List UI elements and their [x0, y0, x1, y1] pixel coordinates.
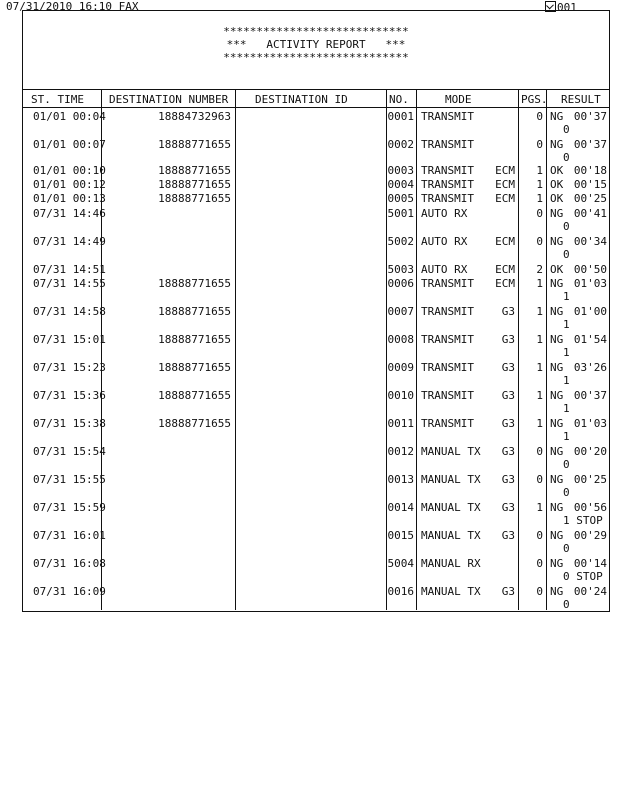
pgs-cell: 0 — [536, 529, 543, 542]
ecm-cell: ECM — [495, 263, 515, 276]
pgs-cell: 1 — [536, 389, 543, 402]
st-time-cell: 07/31 14:49 — [33, 235, 106, 248]
table-row — [23, 178, 609, 191]
st-time-cell: 01/01 00:12 — [33, 178, 106, 191]
st-time-cell: 07/31 15:23 — [33, 361, 106, 374]
col-header-no: NO. — [389, 93, 409, 106]
destination-number-cell: 18888771655 — [158, 164, 231, 177]
pgs-cell: 0 — [536, 138, 543, 151]
pgs-cell: 1 — [536, 277, 543, 290]
col-header-destination-number: DESTINATION NUMBER — [109, 93, 229, 106]
ecm-cell: ECM — [495, 178, 515, 191]
report-title: *** ACTIVITY REPORT *** — [226, 38, 406, 51]
table-row — [23, 263, 609, 276]
ecm-cell: ECM — [495, 192, 515, 205]
st-time-cell: 07/31 15:59 — [33, 501, 106, 514]
pgs-cell: 0 — [536, 557, 543, 570]
table-row — [23, 445, 609, 471]
st-time-cell: 01/01 00:13 — [33, 192, 106, 205]
table-row — [23, 389, 609, 415]
destination-number-cell: 18888771655 — [158, 305, 231, 318]
destination-number-cell: 18888771655 — [158, 192, 231, 205]
ecm-cell: ECM — [495, 164, 515, 177]
table-row — [23, 361, 609, 387]
result-cell: NG — [550, 138, 564, 151]
ecm-cell: G3 — [501, 417, 515, 430]
result-subcode-cell: 0 — [563, 220, 570, 233]
pgs-cell: 0 — [536, 110, 543, 123]
no-cell: 0002 — [387, 138, 414, 151]
duration-cell: 00'37 — [573, 110, 607, 123]
duration-cell: 01'00 — [573, 305, 607, 318]
result-cell: NG — [550, 361, 564, 374]
mode-cell: TRANSMIT — [421, 417, 474, 430]
result-subcode-cell: 1 — [563, 402, 570, 415]
pgs-cell: 1 — [536, 178, 543, 191]
page-number-value: 001 — [557, 1, 577, 14]
duration-cell: 00'37 — [573, 389, 607, 402]
result-subcode-cell: 0 — [563, 248, 570, 261]
destination-number-cell: 18888771655 — [158, 361, 231, 374]
duration-cell: 01'03 — [573, 417, 607, 430]
mode-cell: MANUAL TX — [421, 585, 481, 598]
pgs-cell: 1 — [536, 305, 543, 318]
duration-cell: 01'54 — [573, 333, 607, 346]
mode-cell: MANUAL TX — [421, 473, 481, 486]
result-cell: NG — [550, 389, 564, 402]
destination-number-cell: 18888771655 — [158, 277, 231, 290]
result-subcode-cell: 0 — [563, 486, 570, 499]
no-cell: 0014 — [387, 501, 414, 514]
no-cell: 0013 — [387, 473, 414, 486]
ecm-cell: ECM — [495, 235, 515, 248]
duration-cell: 00'34 — [573, 235, 607, 248]
no-cell: 0006 — [387, 277, 414, 290]
duration-cell: 00'24 — [573, 585, 607, 598]
result-subcode-cell: 1 — [563, 318, 570, 331]
table-row — [23, 501, 609, 527]
result-cell: NG — [550, 235, 564, 248]
table-row — [23, 529, 609, 555]
mode-cell: AUTO RX — [421, 207, 468, 220]
st-time-cell: 07/31 16:01 — [33, 529, 106, 542]
table-row — [23, 473, 609, 499]
destination-number-cell: 18888771655 — [158, 138, 231, 151]
duration-cell: 03'26 — [573, 361, 607, 374]
no-cell: 5002 — [387, 235, 414, 248]
duration-cell: 00'20 — [573, 445, 607, 458]
no-cell: 0005 — [387, 192, 414, 205]
col-header-st-time: ST. TIME — [31, 93, 84, 106]
pgs-cell: 2 — [536, 263, 543, 276]
ecm-cell: G3 — [501, 361, 515, 374]
st-time-cell: 01/01 00:10 — [33, 164, 106, 177]
no-cell: 0011 — [387, 417, 414, 430]
result-cell: OK — [550, 164, 564, 177]
mode-cell: TRANSMIT — [421, 110, 474, 123]
duration-cell: 00'25 — [573, 473, 607, 486]
activity-report-frame — [22, 10, 610, 612]
ecm-cell: G3 — [501, 585, 515, 598]
st-time-cell: 07/31 15:36 — [33, 389, 106, 402]
mode-cell: MANUAL TX — [421, 501, 481, 514]
result-cell: NG — [550, 529, 564, 542]
pgs-cell: 1 — [536, 164, 543, 177]
mode-cell: TRANSMIT — [421, 192, 474, 205]
result-subcode-cell: 1 — [563, 374, 570, 387]
col-header-destination-id: DESTINATION ID — [255, 93, 348, 106]
mode-cell: TRANSMIT — [421, 178, 474, 191]
table-row — [23, 192, 609, 205]
duration-cell: 01'03 — [573, 277, 607, 290]
no-cell: 0010 — [387, 389, 414, 402]
st-time-cell: 07/31 14:55 — [33, 277, 106, 290]
table-row — [23, 305, 609, 331]
header-bottom-rule — [23, 107, 609, 108]
mode-cell: TRANSMIT — [421, 138, 474, 151]
st-time-cell: 07/31 15:38 — [33, 417, 106, 430]
result-subcode-cell: 1 — [563, 290, 570, 303]
pgs-cell: 1 — [536, 192, 543, 205]
mode-cell: MANUAL RX — [421, 557, 481, 570]
result-cell: NG — [550, 207, 564, 220]
result-subcode-cell: 1 — [563, 430, 570, 443]
table-row — [23, 585, 609, 611]
mode-cell: MANUAL TX — [421, 529, 481, 542]
stars-top: **************************** — [223, 25, 409, 38]
ecm-cell: G3 — [501, 501, 515, 514]
ecm-cell: G3 — [501, 305, 515, 318]
duration-cell: 00'56 — [573, 501, 607, 514]
no-cell: 0016 — [387, 585, 414, 598]
destination-number-cell: 18888771655 — [158, 417, 231, 430]
st-time-cell: 07/31 15:01 — [33, 333, 106, 346]
result-cell: NG — [550, 501, 564, 514]
duration-cell: 00'50 — [573, 263, 607, 276]
result-cell: NG — [550, 417, 564, 430]
pgs-cell: 0 — [536, 235, 543, 248]
table-row — [23, 277, 609, 303]
mode-cell: TRANSMIT — [421, 361, 474, 374]
no-cell: 0012 — [387, 445, 414, 458]
no-cell: 5004 — [387, 557, 414, 570]
ecm-cell: G3 — [501, 389, 515, 402]
no-cell: 0008 — [387, 333, 414, 346]
result-cell: NG — [550, 557, 564, 570]
duration-cell: 00'18 — [573, 164, 607, 177]
pgs-cell: 1 — [536, 333, 543, 346]
result-cell: OK — [550, 192, 564, 205]
result-subcode-cell: 0 — [563, 458, 570, 471]
result-cell: OK — [550, 263, 564, 276]
col-header-pgs: PGS. — [521, 93, 548, 106]
duration-cell: 00'41 — [573, 207, 607, 220]
mode-cell: TRANSMIT — [421, 389, 474, 402]
result-cell: NG — [550, 473, 564, 486]
st-time-cell: 07/31 15:54 — [33, 445, 106, 458]
mode-cell: TRANSMIT — [421, 277, 474, 290]
mode-cell: AUTO RX — [421, 235, 468, 248]
destination-number-cell: 18884732963 — [158, 110, 231, 123]
pgs-cell: 0 — [536, 445, 543, 458]
no-cell: 0015 — [387, 529, 414, 542]
pgs-cell: 1 — [536, 361, 543, 374]
st-time-cell: 07/31 14:51 — [33, 263, 106, 276]
duration-cell: 00'15 — [573, 178, 607, 191]
table-row — [23, 110, 609, 136]
no-cell: 0001 — [387, 110, 414, 123]
result-cell: NG — [550, 277, 564, 290]
pgs-cell: 0 — [536, 207, 543, 220]
ecm-cell: G3 — [501, 473, 515, 486]
result-cell: NG — [550, 333, 564, 346]
result-subcode-cell: 0 — [563, 542, 570, 555]
duration-cell: 00'14 — [573, 557, 607, 570]
destination-number-cell: 18888771655 — [158, 389, 231, 402]
result-subcode-cell: 0 STOP — [563, 570, 603, 583]
table-row — [23, 207, 609, 233]
mode-cell: AUTO RX — [421, 263, 468, 276]
report-heading — [23, 25, 609, 64]
stars-bottom: **************************** — [223, 51, 409, 64]
st-time-cell: 07/31 16:09 — [33, 585, 106, 598]
table-row — [23, 417, 609, 443]
destination-number-cell: 18888771655 — [158, 333, 231, 346]
pgs-cell: 1 — [536, 417, 543, 430]
result-cell: OK — [550, 178, 564, 191]
result-cell: NG — [550, 305, 564, 318]
st-time-cell: 07/31 15:55 — [33, 473, 106, 486]
no-cell: 0009 — [387, 361, 414, 374]
result-cell: NG — [550, 110, 564, 123]
no-cell: 0003 — [387, 164, 414, 177]
no-cell: 5001 — [387, 207, 414, 220]
st-time-cell: 01/01 00:04 — [33, 110, 106, 123]
table-row — [23, 557, 609, 583]
col-header-result: RESULT — [561, 93, 601, 106]
col-header-mode: MODE — [445, 93, 472, 106]
table-row — [23, 333, 609, 359]
pgs-cell: 1 — [536, 501, 543, 514]
st-time-cell: 07/31 16:08 — [33, 557, 106, 570]
mode-cell: TRANSMIT — [421, 164, 474, 177]
result-subcode-cell: 0 — [563, 598, 570, 611]
ecm-cell: G3 — [501, 529, 515, 542]
st-time-cell: 07/31 14:46 — [33, 207, 106, 220]
ecm-cell: G3 — [501, 333, 515, 346]
no-cell: 0007 — [387, 305, 414, 318]
st-time-cell: 07/31 14:58 — [33, 305, 106, 318]
table-row — [23, 138, 609, 164]
no-cell: 5003 — [387, 263, 414, 276]
header-top-rule — [23, 89, 609, 90]
result-subcode-cell: 0 — [563, 123, 570, 136]
result-cell: NG — [550, 445, 564, 458]
mode-cell: TRANSMIT — [421, 333, 474, 346]
result-cell: NG — [550, 585, 564, 598]
pgs-cell: 0 — [536, 585, 543, 598]
duration-cell: 00'29 — [573, 529, 607, 542]
st-time-cell: 01/01 00:07 — [33, 138, 106, 151]
mode-cell: MANUAL TX — [421, 445, 481, 458]
fax-header-timestamp: 07/31/2010 16:10 FAX — [6, 0, 139, 13]
no-cell: 0004 — [387, 178, 414, 191]
duration-cell: 00'25 — [573, 192, 607, 205]
duration-cell: 00'37 — [573, 138, 607, 151]
pgs-cell: 0 — [536, 473, 543, 486]
table-row — [23, 164, 609, 177]
table-row — [23, 235, 609, 261]
result-subcode-cell: 0 — [563, 151, 570, 164]
destination-number-cell: 18888771655 — [158, 178, 231, 191]
ecm-cell: ECM — [495, 277, 515, 290]
result-subcode-cell: 1 — [563, 346, 570, 359]
mode-cell: TRANSMIT — [421, 305, 474, 318]
ecm-cell: G3 — [501, 445, 515, 458]
result-subcode-cell: 1 STOP — [563, 514, 603, 527]
